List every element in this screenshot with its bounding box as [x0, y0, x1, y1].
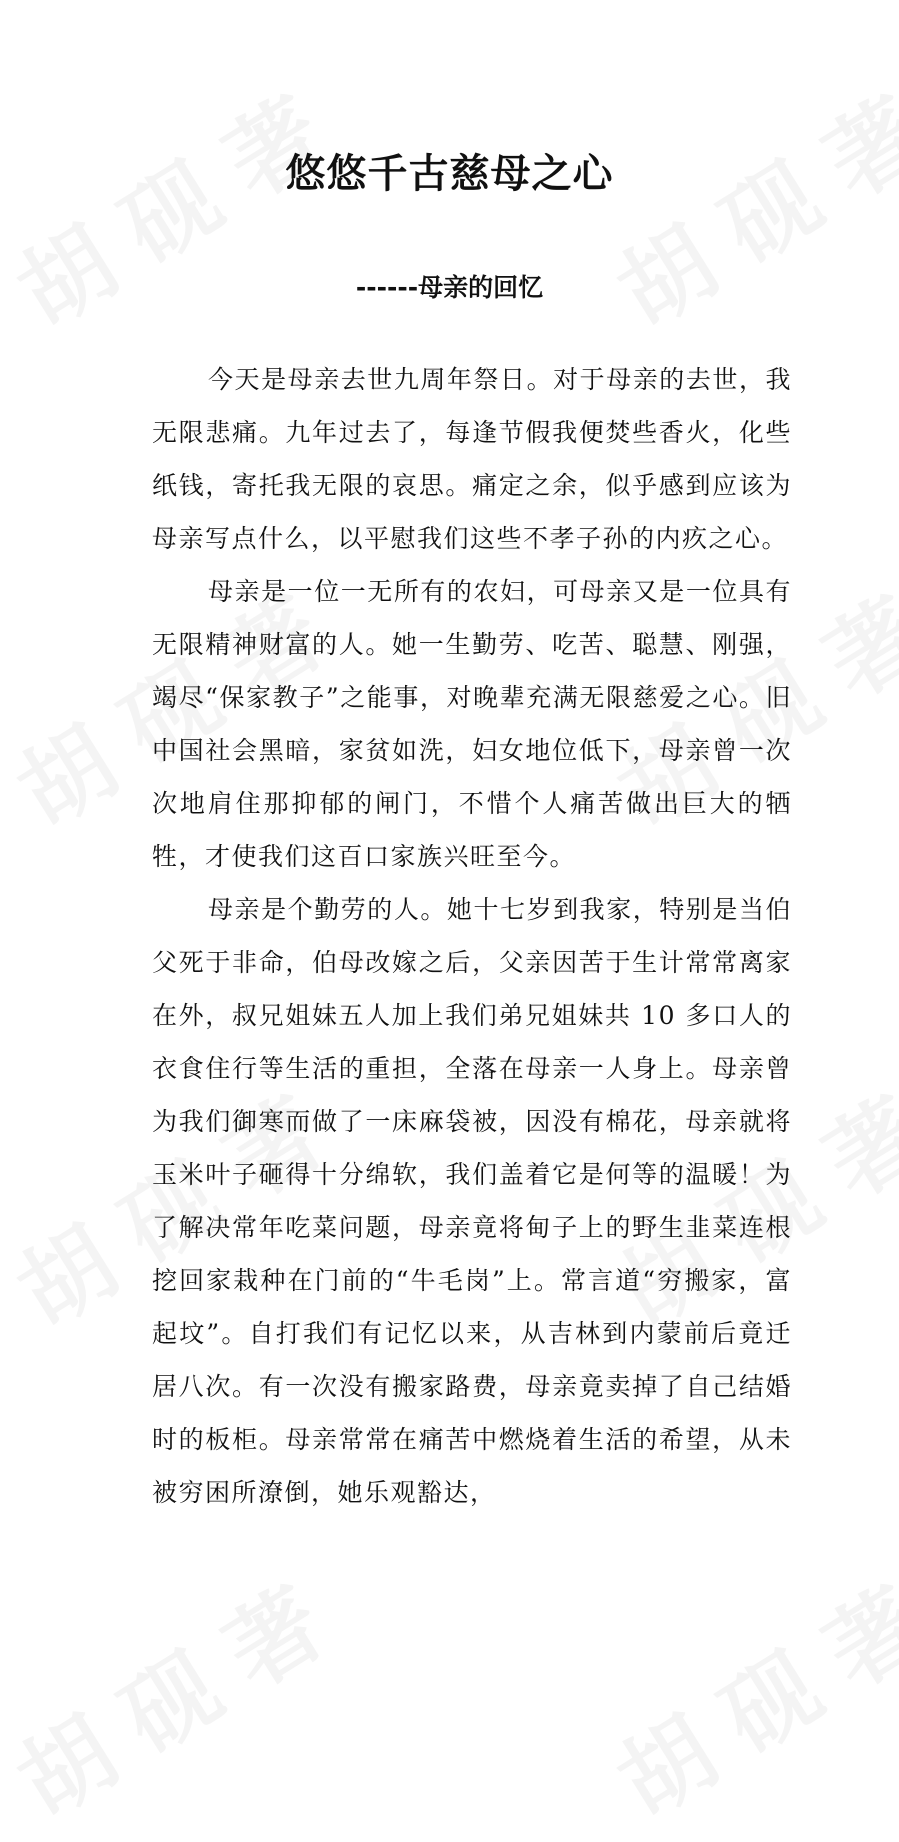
paragraph: 母亲是一位一无所有的农妇，可母亲又是一位具有无限精神财富的人。她一生勤劳、吃苦、聪慧、刚强，竭尽“保家教子”之能事，对晚辈充满无限慈爱之心。旧中国社会黑暗，家贫如洗，妇女地位低下，母亲曾一次次地肩住那抑郁的闸门，不惜个人痛苦做出巨大的牺牲，才使我们这百口家族兴旺至今。	[152, 577, 792, 871]
paragraph: 母亲是个勤劳的人。她十七岁到我家，特别是当伯父死于非命，伯母改嫁之后，父亲因苦于生计常常离家在外，叔兄姐妹五人加上我们弟兄姐妹共 10 多口人的衣食住行等生活的重担，全落在母亲一人身上。母亲曾为我们御寒而做了一床麻袋被，因没有棉花，母亲就将玉米叶子砸得十分绵软，我们盖着它是何等的温暖！为了解决常年吃菜问题，母亲竟将甸子上的野生韭菜连根挖回家栽种在门前的“牛毛岗”上。常言道“穷搬家，富起坟”。自打我们有记忆以来，从吉林到内蒙前后竟迁居八次。有一次没有搬家路费，母亲竟卖掉了自己结婚时的板柜。母亲常常在痛苦中燃烧着生活的希望，从未被穷困所潦倒，她乐观豁达，	[152, 895, 792, 1507]
document-subtitle: ------母亲的回忆	[355, 273, 544, 302]
document-body	[152, 353, 792, 1519]
paragraph: 今天是母亲去世九周年祭日。对于母亲的去世，我无限悲痛。九年过去了，每逢节假我便焚些香火，化些纸钱，寄托我无限的哀思。痛定之余，似乎感到应该为母亲写点什么，以平慰我们这些不孝子孙的内疚之心。	[152, 365, 792, 553]
document-title: 悠悠千古慈母之心	[285, 151, 614, 197]
